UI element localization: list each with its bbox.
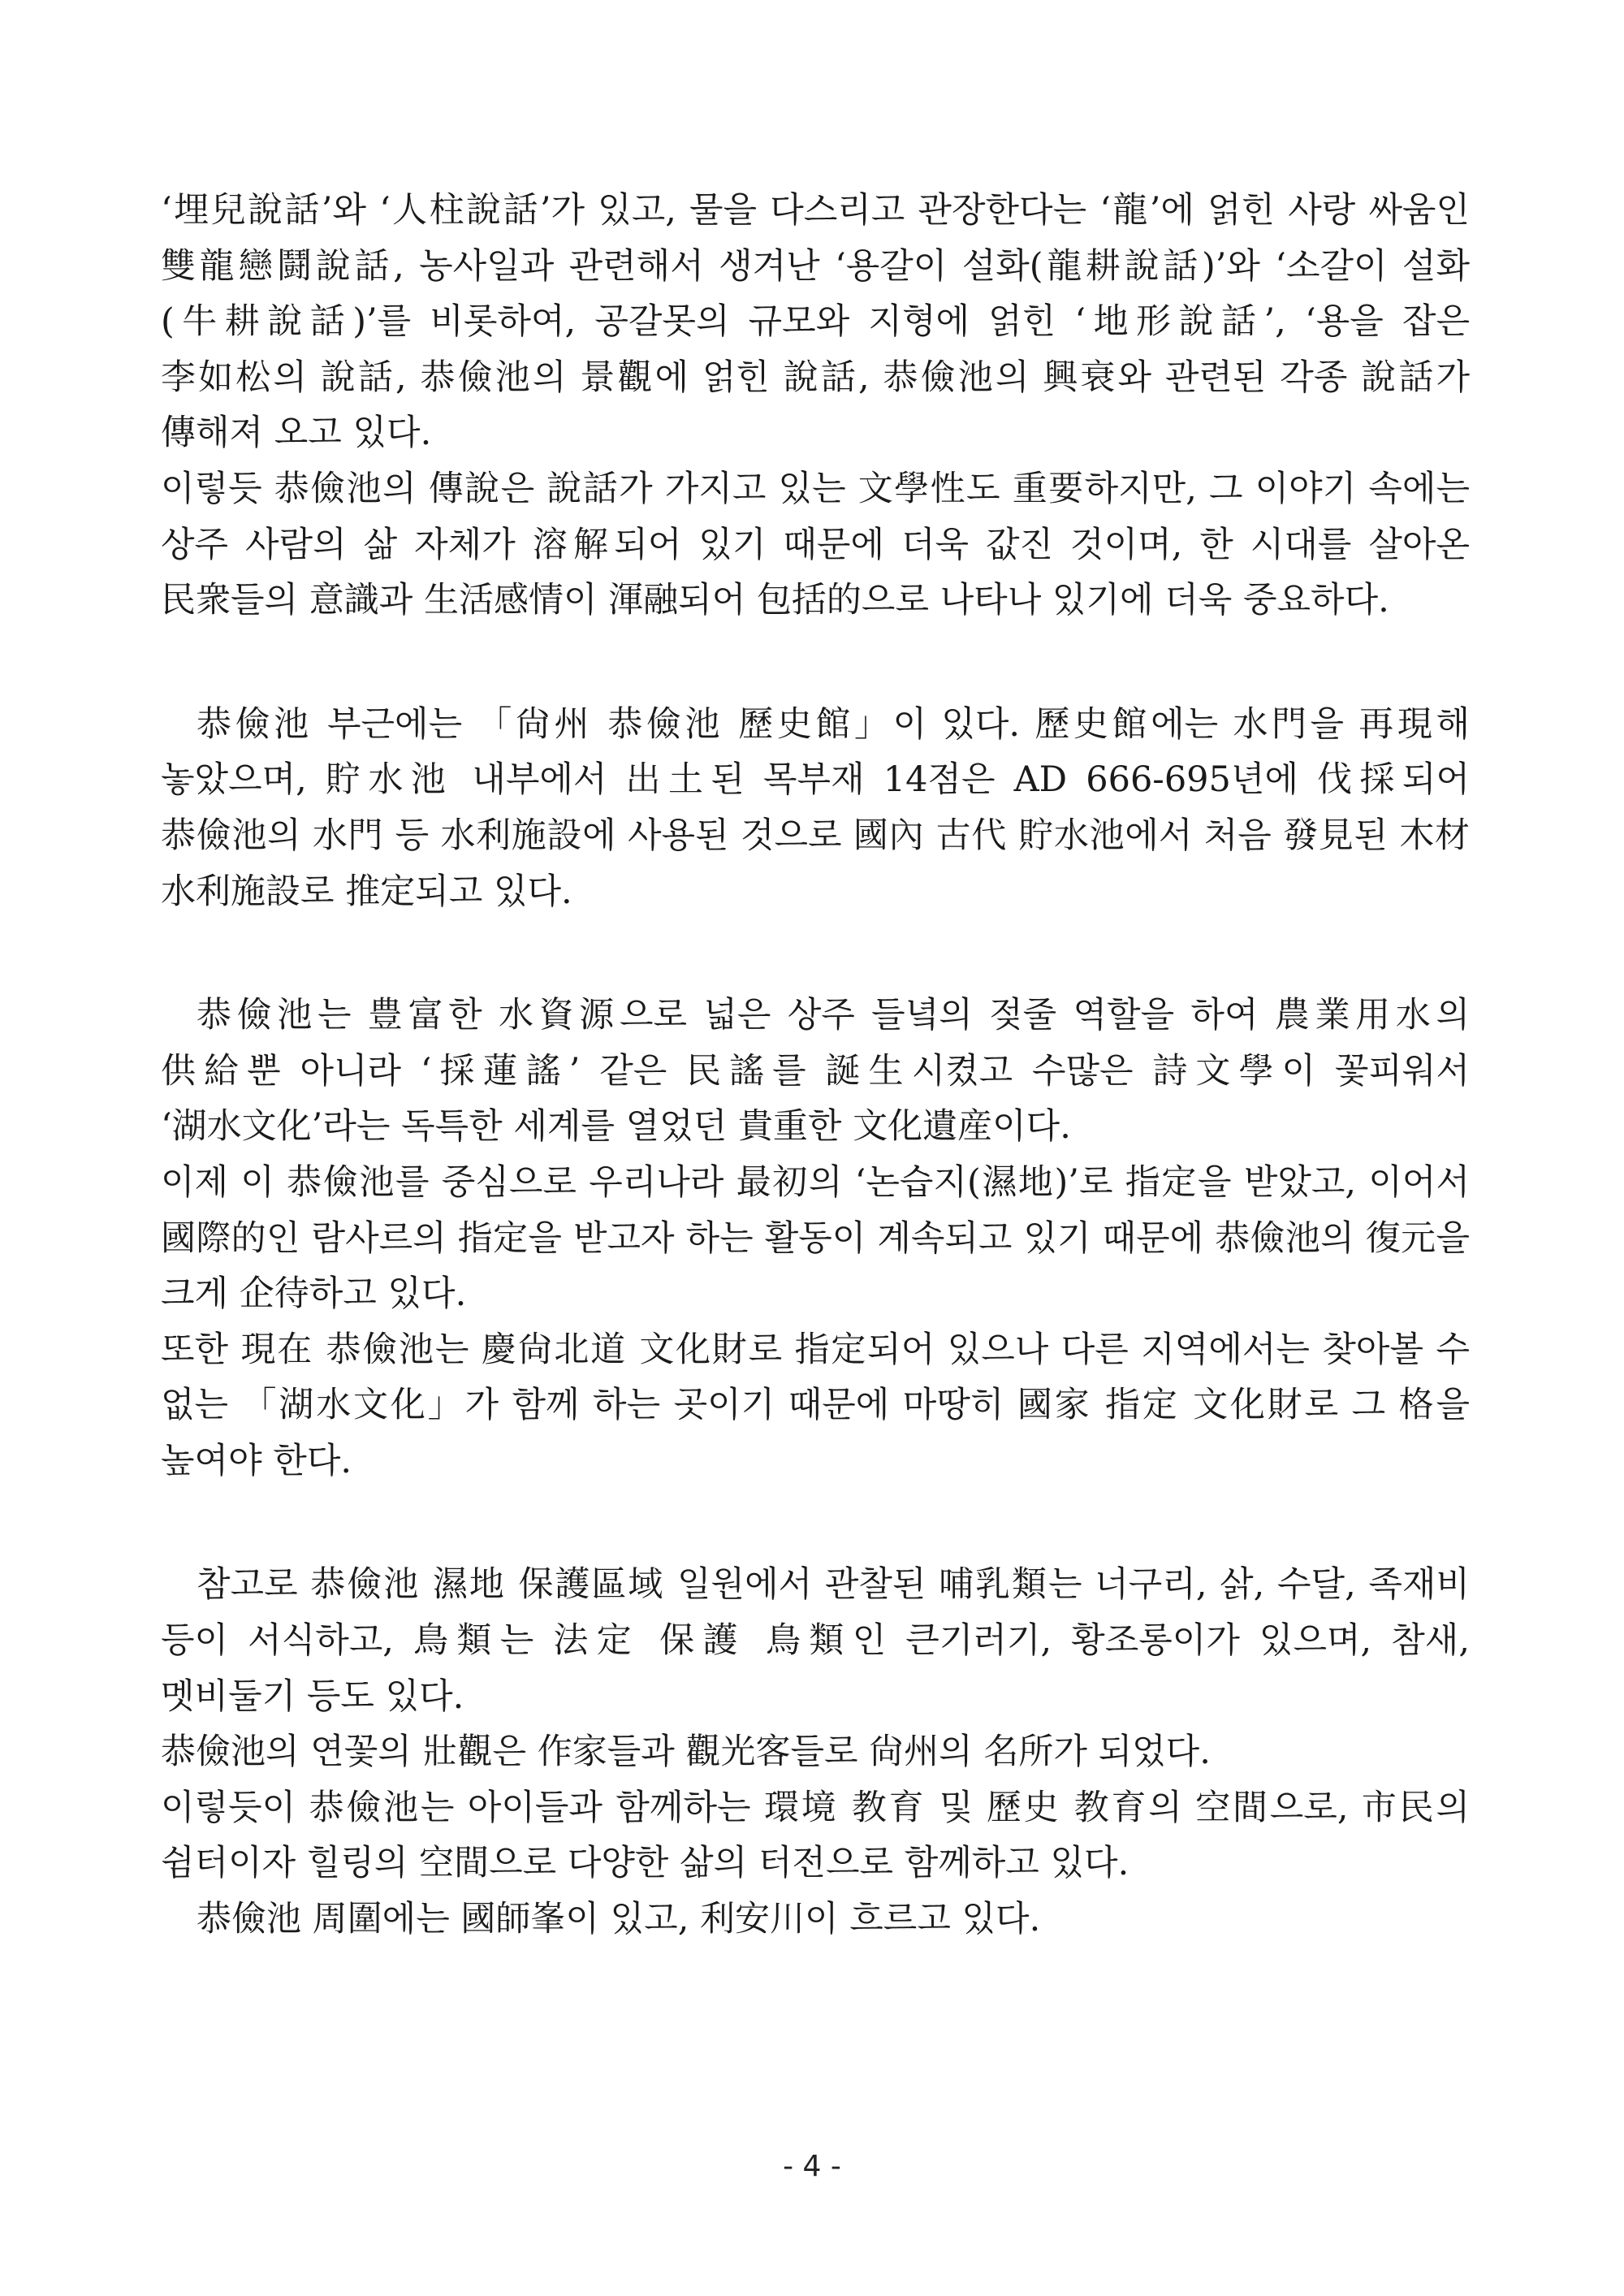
- document-body: [161, 183, 1470, 1948]
- paragraph-education-space: 이렇듯이 恭儉池는 아이들과 함께하는 環境 教育 및 歷史 教育의 空間으로, 市民의 쉼터이자 힐링의 空間으로 다양한 삶의 터전으로 함께하고 있다.: [161, 1787, 1470, 1884]
- paragraph-lake-culture: 恭儉池는 豊富한 水資源으로 넓은 상주 들녘의 젖줄 역할을 하여 農業用水의 供給뿐 아니라 ‘採蓮謠’ 같은 民謠를 誕生시켰고 수많은 詩文學이 꽃피워서 ‘湖水文化’라는 독특한 세계를 열었던 貴重한 文化遺産이다.: [161, 995, 1470, 1148]
- paragraph-surroundings: 恭儉池 周圍에는 國師峯이 있고, 利安川이 흐르고 있다.: [197, 1899, 1041, 1940]
- paragraph-wetland-designation: 이제 이 恭儉池를 중심으로 우리나라 最初의 ‘논습지(濕地)’로 指定을 받았고, 이어서 國際的인 람사르의 指定을 받고자 하는 활동이 계속되고 있기 때문에 恭儉池의 復元을 크게 企待하고 있다.: [161, 1161, 1470, 1315]
- paragraph-legends-list: ‘埋兒說話’와 ‘人柱說話’가 있고, 물을 다스리고 관장한다는 ‘龍’에 얽힌 사랑 싸움인 雙龍戀鬪說話, 농사일과 관련해서 생겨난 ‘용갈이 설화(龍耕說話)’와 ‘소갈이 설화(牛耕說話)’를 비롯하여, 공갈못의 규모와 지형에 얽힌 ‘地形說話’, ‘용을 잡은 李如松의 說話, 恭儉池의 景觀에 얽힌 說話, 恭儉池의 興衰와 관련된 각종 說話가 傳해져 오고 있다.: [161, 190, 1470, 454]
- paragraph-history-museum: 恭儉池 부근에는 「尙州 恭儉池 歷史館」이 있다. 歷史館에는 水門을 再現해 놓았으며, 貯水池 내부에서 出土된 목부재 14점은 AD 666-695년에 伐採되어 恭儉池의 水門 등 水利施設에 사용된 것으로 國內 古代 貯水池에서 처음 發見된 木材 水利施設로 推定되고 있다.: [161, 703, 1470, 912]
- paragraph-legend-significance: 이렇듯 恭儉池의 傳說은 說話가 가지고 있는 文學性도 重要하지만, 그 이야기 속에는 상주 사람의 삶 자체가 溶解되어 있기 때문에 더욱 값진 것이며, 한 시대를 살아온 民衆들의 意識과 生活感情이 渾融되어 包括的으로 나타나 있기에 더욱 중요하다.: [161, 468, 1470, 621]
- paragraph-wildlife: 참고로 恭儉池 濕地 保護區域 일원에서 관찰된 哺乳類는 너구리, 삵, 수달, 족재비 등이 서식하고, 鳥類는 法定 保護 鳥類인 큰기러기, 황조롱이가 있으며, 참새, 멧비둘기 등도 있다.: [161, 1564, 1470, 1717]
- paragraph-gap: [161, 629, 1470, 697]
- paragraph-cultural-asset: 또한 現在 恭儉池는 慶尙北道 文化財로 指定되어 있으나 다른 지역에서는 찾아볼 수 없는 「湖水文化」가 함께 하는 곳이기 때문에 마땅히 國家 指定 文化財로 그 格을 높여야 한다.: [161, 1329, 1470, 1481]
- paragraph-gap: [161, 1489, 1470, 1557]
- page-number: - 4 -: [783, 2150, 841, 2183]
- paragraph-gap: [161, 919, 1470, 988]
- paragraph-lotus-landmark: 恭儉池의 연꽃의 壯觀은 作家들과 觀光客들로 尙州의 名所가 되었다.: [161, 1732, 1211, 1773]
